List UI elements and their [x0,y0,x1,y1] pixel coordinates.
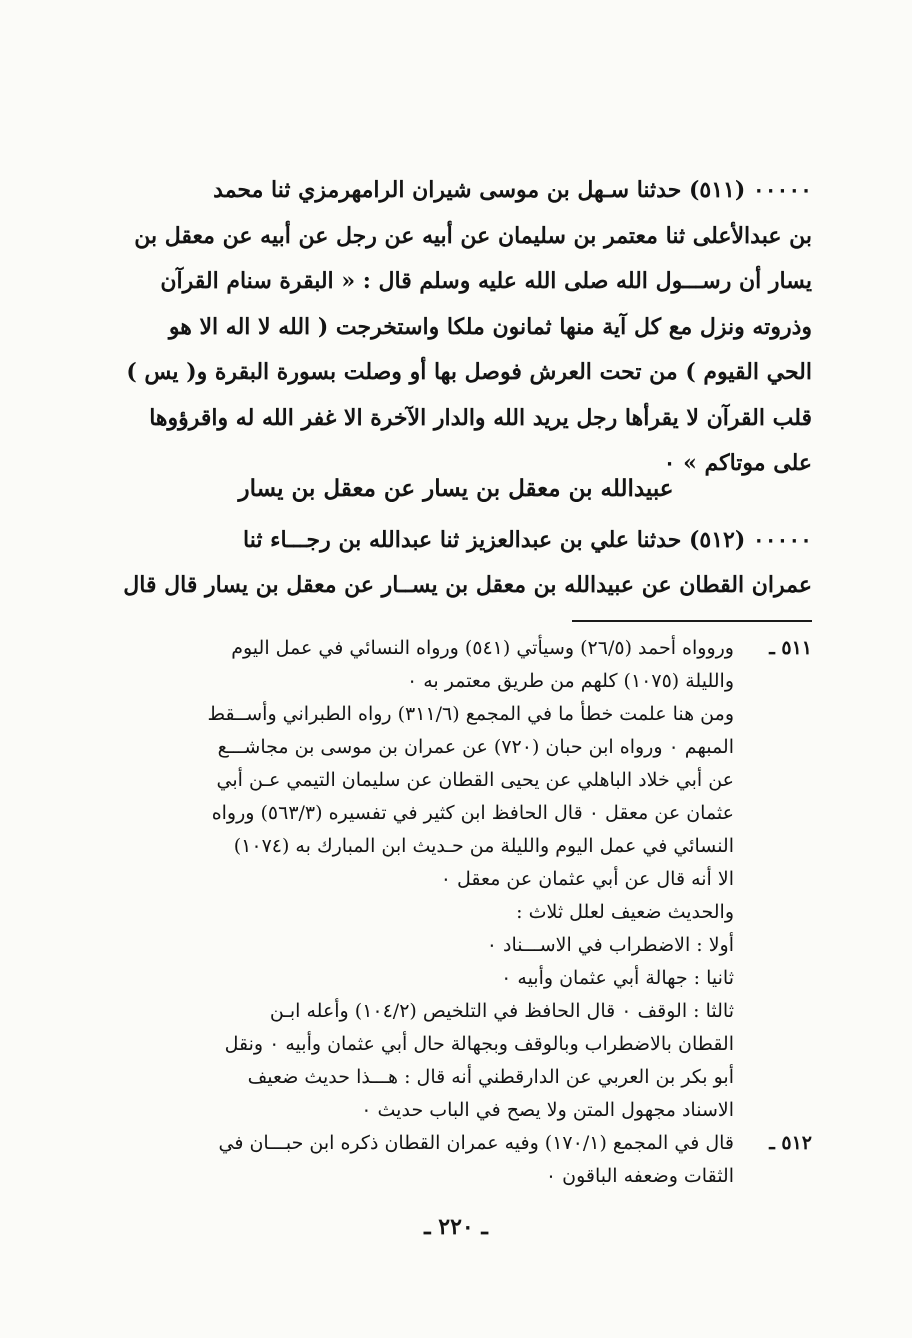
footnote-line [100,1127,812,1160]
footnote-line: الا أنه قال عن أبي عثمان عن معقل ٠ [440,868,734,890]
footnote-line: الاسناد مجهول المتن ولا يصح في الباب حديث ٠ [361,1099,734,1121]
footnote-number: ٥١١ ـ [769,637,812,659]
text-line: الحي القيوم ) من تحت العرش فوصل بها أو وصلت بسورة البقرة و( يس ) [126,359,812,385]
text-line: ٠٠٠٠٠ (٥١٢) حدثنا علي بن عبدالعزيز ثنا عبدالله بن رجـــاء ثنا [243,527,812,553]
text-line: يسار أن رســـول الله صلى الله عليه وسلم قال : « البقرة سنام القرآن [160,268,812,294]
footnote-line: والحديث ضعيف لعلل ثلاث : [516,901,734,923]
text-line: بن عبدالأعلى ثنا معتمر بن سليمان عن أبيه عن رجل عن أبيه عن معقل بن [134,222,812,249]
footnote-line: عن أبي خلاد الباهلي عن يحيى القطان عن سليمان التيمي عـن أبي [216,769,734,791]
footnote-text: قال في المجمع (١٧٠/١) وفيه عمران القطان ذكره ابن حبـــان في [218,1132,734,1154]
footnote-text: وروواه أحمد (٢٦/٥) وسيأتي (٥٤١) ورواه النسائي في عمل اليوم [231,637,734,659]
hadith-512-text [100,518,812,608]
footnote-line: عثمان عن معقل ٠ قال الحافظ ابن كثير في تفسيره (٥٦٣/٣) ورواه [211,802,734,824]
text-line: على موتاكم » ٠ [663,450,812,476]
footnote-512 [100,1127,812,1193]
footnote-line: أولا : الاضطراب في الاســـناد ٠ [486,934,734,956]
footnote-line: القطان بالاضطراب وبالوقف وبجهالة حال أبي عثمان وأبيه ٠ ونقل [224,1033,734,1055]
page-number: ـ ٢٢٠ ـ [424,1214,488,1240]
footnote-line: ثالثا : الوقف ٠ قال الحافظ في التلخيص (١٠٤/٢) وأعله ابـن [269,1000,734,1022]
footnote-line: ومن هنا علمت خطأ ما في المجمع (٣١١/٦) رواه الطبراني وأســقط [207,703,734,725]
footnote-511 [100,632,812,1127]
footnotes [100,632,812,1193]
text-line: وذروته ونزل مع كل آية منها ثمانون ملكا واستخرجت ( الله لا اله الا هو [168,313,812,340]
text-line: قلب القرآن لا يقرأها رجل يريد الله والدار الآخرة الا غفر الله له واقرؤوها [149,404,812,431]
text-line: ٠٠٠٠٠ (٥١١) حدثنا سـهل بن موسى شيران الرامهرمزي ثنا محمد [213,177,812,203]
footnote-line: والليلة (١٠٧٥) كلهم من طريق معتمر به ٠ [406,670,734,692]
footnote-line: النسائي في عمل اليوم والليلة من حـديث ابن المبارك به (١٠٧٤) [233,835,734,857]
footnote-line: أبو بكر بن العربي عن الدارقطني أنه قال : هـــذا حديث ضعيف [247,1066,734,1088]
footnote-line: الثقات وضعفه الباقون ٠ [545,1165,734,1187]
section-heading: عبيدالله بن معقل بن يسار عن معقل بن يسار [238,475,674,502]
text-line: عمران القطان عن عبيدالله بن معقل بن يســار عن معقل بن يسار قال قال [123,572,812,598]
footnote-separator [572,620,812,622]
footnote-line: ثانيا : جهالة أبي عثمان وأبيه ٠ [501,967,734,989]
footnote-line: المبهم ٠ ورواه ابن حبان (٧٢٠) عن عمران بن موسى بن مجاشـــع [217,736,734,758]
footnote-number: ٥١٢ ـ [769,1132,812,1154]
hadith-511-text [100,168,812,487]
footnote-line [100,632,812,665]
